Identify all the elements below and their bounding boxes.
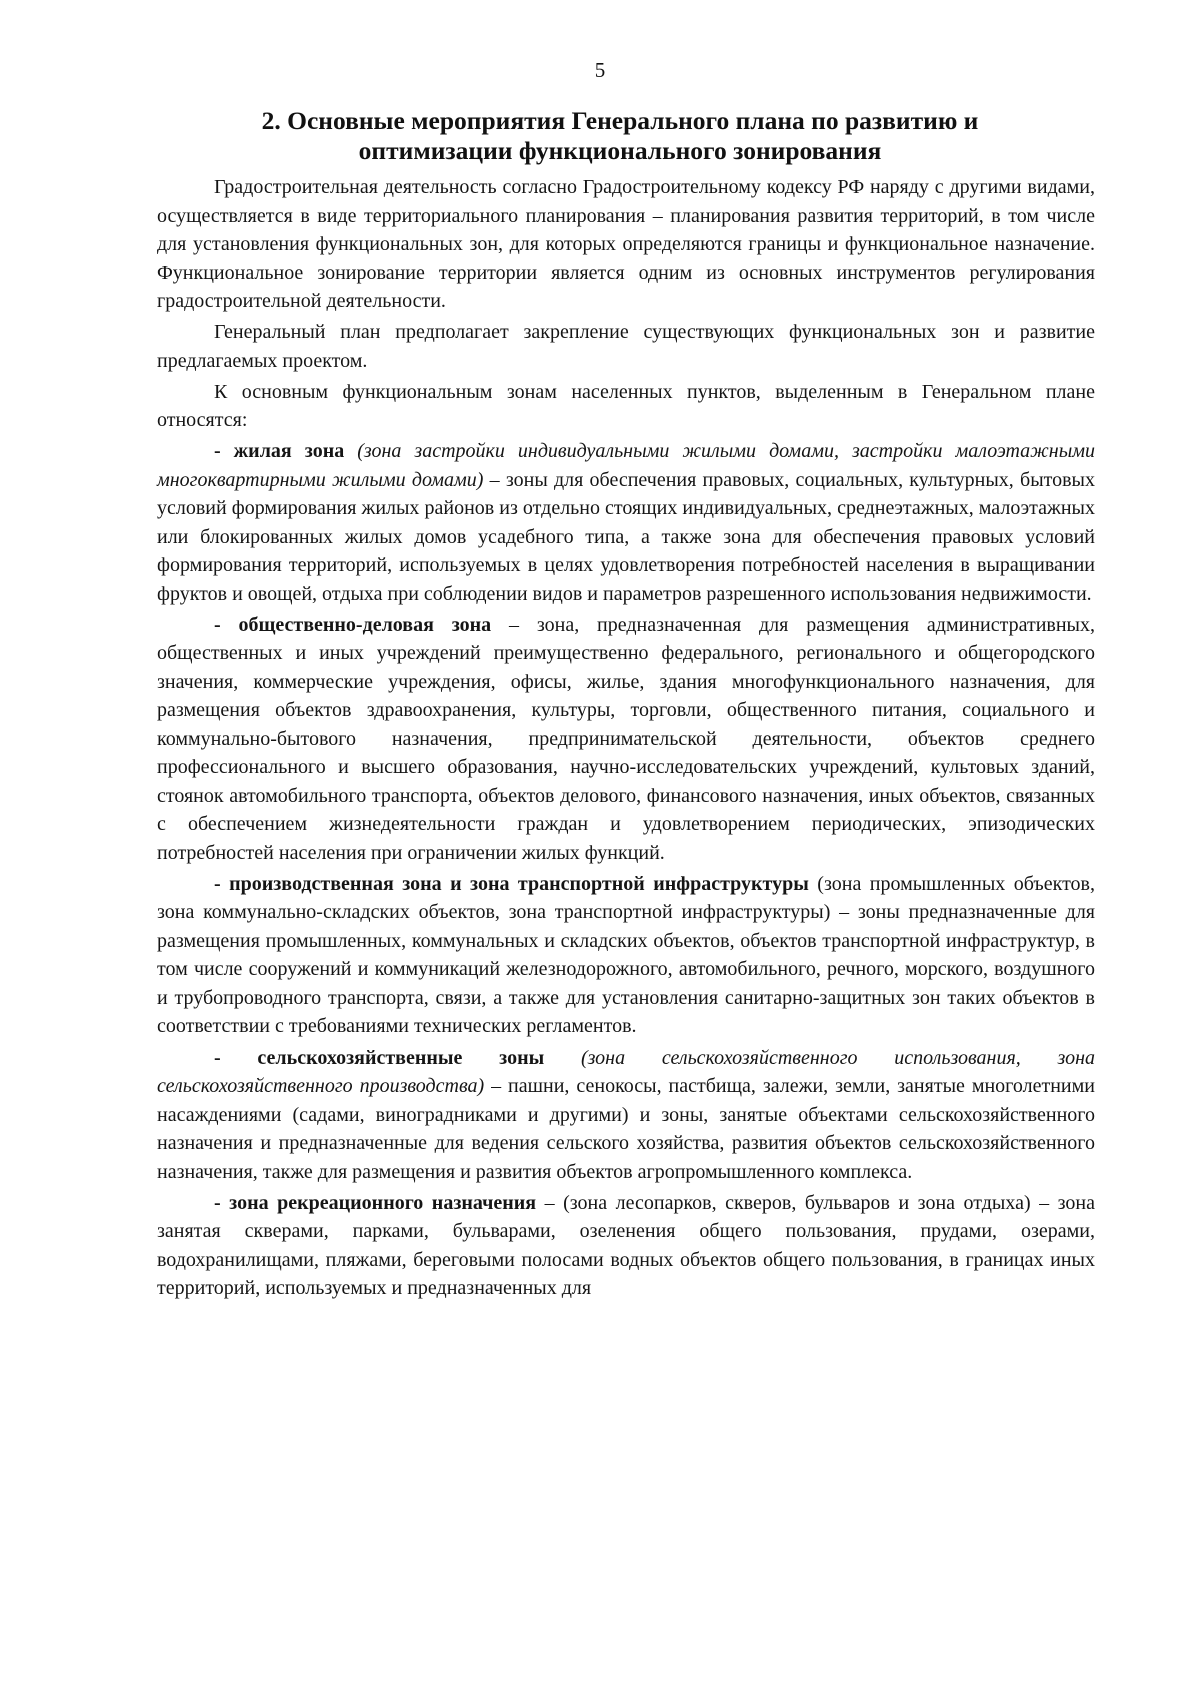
paragraph-intro: Градостроительная деятельность согласно Градостроительному кодексу РФ наряду с другими видами, осуществляется в виде территориального планирования – планирования развития территорий, в том числе для установления функциональных зон, для которых определяются границы и функциональное назначение. Функциональное зонирование территории является одним из основных инструментов регулирования градостроительной деятельности. <box>157 176 1095 312</box>
section-heading-line-2: оптимизации функционального зонирования <box>358 136 882 165</box>
recreation-zone-term: - зона рекреационного назначения <box>214 1191 537 1214</box>
residential-zone-description: – зоны для обеспечения правовых, социальных, культурных, бытовых условий формирования жилых районов из отдельно стоящих индивидуальных, среднеэтажных, малоэтажных или блокированных жилых домов усадебного типа, а также зона для обеспечения правовых условий формирования территорий, используемых в целях удовлетворения потребностей населения в выращивании фруктов и овощей, отдыха при соблюдении видов и параметров разрешенного использования недвижимости. <box>157 468 1095 605</box>
paragraph-industrial-zone <box>157 870 1095 1041</box>
paragraph-zones-list: К основным функциональным зонам населенных пунктов, выделенным в Генеральном плане относятся: <box>157 380 1095 432</box>
business-zone-term: - общественно-деловая зона <box>214 613 492 636</box>
agricultural-zone-description: – пашни, сенокосы, пастбища, залежи, земли, занятые многолетними насаждениями (садами, виноградниками и другими) и зоны, занятые объектами сельскохозяйственного назначения и предназначенные для ведения сельского хозяйства, развития объектов сельскохозяйственного назначения, также для размещения и развития объектов агропромышленного комплекса. <box>157 1075 1095 1183</box>
agricultural-zone-term: - сельскохозяйственные зоны <box>214 1046 545 1069</box>
industrial-zone-term: - производственная зона и зона транспортной инфраструктуры <box>214 872 809 895</box>
paragraph-residential-zone <box>157 437 1095 608</box>
section-heading <box>160 106 1080 166</box>
page-number: 5 <box>594 58 606 82</box>
paragraph-agricultural-zone <box>157 1044 1095 1187</box>
residential-zone-subtypes: (зона застройки индивидуальными жилыми домами, застройки малоэтажными многоквартирными жилыми домами) <box>157 440 1096 491</box>
recreation-zone-description: – (зона лесопарков, скверов, бульваров и зона отдыха) – зона занятая скверами, парками, бульварами, озеленения общего пользования, прудами, озерами, водохранилищами, пляжами, береговыми полосами водных объектов общего пользования, в границах иных территорий, используемых и предназначенных для <box>157 1191 1095 1300</box>
paragraph-recreation-zone <box>157 1189 1095 1303</box>
paragraph-business-zone <box>157 611 1095 868</box>
section-heading-line-1: 2. Основные мероприятия Генерального плана по развитию и <box>261 106 979 135</box>
agricultural-zone-subtypes: (зона сельскохозяйственного использования, зона сельскохозяйственного производства) <box>157 1046 1095 1098</box>
business-zone-description: – зона, предназначенная для размещения административных, общественных и иных учреждений преимущественно федерального, регионального и общегородского значения, коммерческие учреждения, офисы, жилье, здания многофункционального назначения, для размещения объектов здравоохранения, культуры, торговли, общественного питания, социального и коммунально-бытового назначения, предпринимательской деятельности, объектов среднего профессионального и высшего образования, научно-исследовательских учреждений, культовых зданий, стоянок автомобильного транспорта, объектов делового, финансового назначения, иных объектов, связанных с обеспечением жизнедеятельности граждан и удовлетворением периодических, эпизодических потребностей населения при ограничении жилых функций. <box>157 613 1095 864</box>
paragraph-general-plan: Генеральный план предполагает закрепление существующих функциональных зон и развитие предлагаемых проектом. <box>157 321 1095 372</box>
residential-zone-term: - жилая зона <box>214 440 345 463</box>
industrial-zone-description: (зона промышленных объектов, зона коммунально-складских объектов, зона транспортной инфраструктуры) – зоны предназначенные для размещения промышленных, коммунальных и складских объектов, объектов транспортной инфраструктур, в том числе сооружений и коммуникаций железнодорожного, автомобильного, речного, морского, воздушного и трубопроводного транспорта, связи, а также для установления санитарно-защитных зон таких объектов в соответствии с требованиями технических регламентов. <box>157 872 1095 1038</box>
document-body <box>157 173 1095 1305</box>
